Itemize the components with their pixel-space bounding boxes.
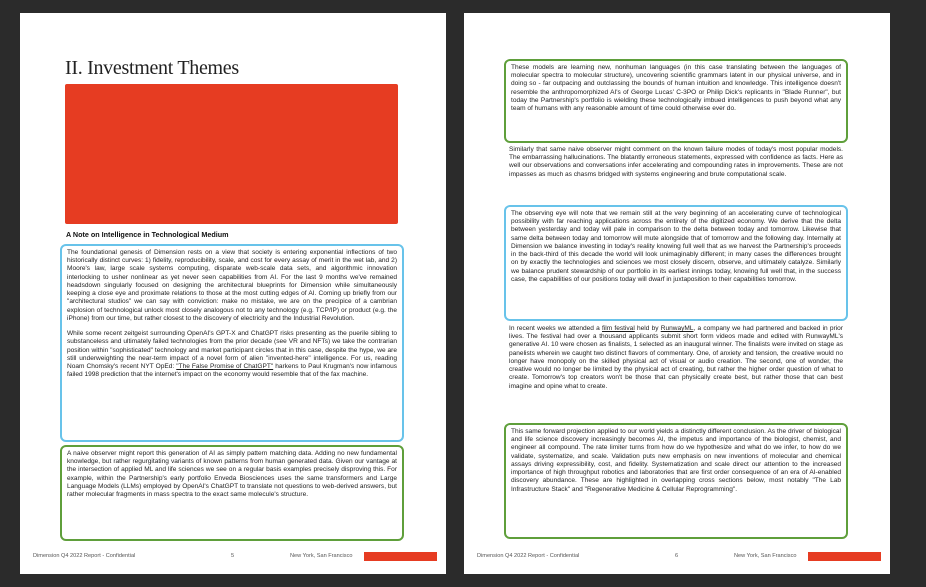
footer-location: New York, San Francisco [290, 553, 353, 559]
footer-page-number: 6 [675, 553, 679, 559]
highlight-box-blue [504, 205, 848, 321]
runwayml-link[interactable]: RunwayML [660, 325, 694, 332]
footer-location: New York, San Francisco [734, 553, 797, 559]
highlight-box-green [60, 445, 404, 541]
paragraph: A naive observer might report this generation of AI as simply pattern matching data. Adding no new fundamental knowledge, but rather regurgitating variants of known patterns from human generated data. Given our vantage at the intersection of applied ML and life sciences we see on a regular basis examples precisely disproving this. For example, within the Partnership's early portfolio Enveda Biosciences uses the same transformers and Large Language Models (LLMs) employed by OpenAI's ChatGPT to translate not questions to web-derived answers, but rather molecular fragments in mass spectra to the exact same molecule's structure. [67, 450, 397, 499]
body-paragraph: Similarly that same naive observer might comment on the known failure modes of today's most popular models. The embarrassing hallucinations. The blatantly erroneous statements, expressed with confidence as facts. Here as well our observations and conversations infer accelerating and compounding rates in improvements. These are not impasses as much as chasms bridged with systems engineering and brute computational scale. [509, 146, 843, 178]
report-page-5 [20, 13, 446, 574]
redaction-mark [364, 552, 437, 561]
footer-report-title: Dimension Q4 2022 Report - Confidential [33, 553, 136, 559]
footer-report-title: Dimension Q4 2022 Report - Confidential [477, 553, 580, 559]
body-paragraph: In recent weeks we attended a film festival held by RunwayML, a company we had partnered and backed in prior lives. The festival had over a thousand applicants submit short form videos made and edited with RunwayML's generative AI. 10 were chosen as finalists, 1 selected as an inaugural winner. The finalists were invited on stage as panelists wherein we caught two distinct flavors of commentary. One, of anxiety and tension, the creative would no longer have monopoly on the skilled physical act of visual or audio creation. The second, one of wonder, the creative would no longer be limited by the physical act of creating, but rather the higher order question of what to create. Tomorrow's top creators won't be those that can physically create best, but rather those that can best imagine and opine what to create. [509, 325, 843, 390]
highlight-box-blue [60, 244, 404, 442]
paragraph: This same forward projection applied to our world yields a distinctly different conclusion. As the driver of biological and life science discovery increasingly becomes AI, the impetus and importance of the biologist, chemist, and engineer all compound. The rate limiter turns from how do we hypothesize and what do we infer, to how do we validate, systematize, and scale. Validation puts new emphasis on new inventions of molecular and chemical assays driving expressibility, cost, and fidelity. Systematization and scale direct our attention to the increased importance of high throughput robotics and laboratories that are first order consequence of an era of AI-enabled discovery abundance. These are highlighted in overlapping cross sections below, most notably "The Lab Infrastructure Stack" and "Regenerative Medicine & Cellular Reprogramming". [511, 428, 841, 493]
redaction-mark [808, 552, 881, 561]
chatgpt-oped-link[interactable]: "The False Promise of ChatGPT" [176, 363, 274, 371]
film-festival-link[interactable]: film festival [602, 325, 635, 332]
report-page-6 [464, 13, 890, 574]
paragraph: While some recent zeitgeist surrounding OpenAI's GPT-X and ChatGPT risks presenting as the puerile sibling to substanceless and ultimately failed technologies from the prior decade (see VR and NFTs) we take the contrarian position within "sophisticated" technology and market participant circles that in this case, despite the hype, we are still underweighting the near-term impact of a novel form of alien "invented-here" intelligence. For us, reading Noam Chomsky's recent NYT OpEd: "The False Promise of ChatGPT" harkens to Paul Krugman's now infamous failed 1998 prediction that the internet's impact on the economy would resemble that of the fax machine. [67, 330, 397, 379]
paragraph: The foundational genesis of Dimension rests on a view that society is entering exponential inflections of two historically distinct curves: 1) fidelity, reproducibility, scale, and cost for every assay of merit in the wet lab, and 2) Moore's law, large scale systems computing, disparate web-scale data sets, and algorithmic innovation interlocking to usher nonlinear as yet never seen capabilities from AI. For the last 9 months we've remained headsdown singularly focused on designing the architectural blueprints for Dimension while simultaneously keeping a close eye and proximate relations to those at the most cutting edges of AI. Coming up briefly from our "architectural studios" we can say with conviction: make no mistake, we are on the precipice of a cambrian explosion of technological unlock most closely analogous not to any technology (e.g. TCP/IP) or product (e.g. the iPhone) from our time, but rather closest to the discovery of electricity and the Industrial Revolution. [67, 249, 397, 322]
subsection-heading: A Note on Intelligence in Technological Medium [66, 230, 229, 239]
footer-page-number: 5 [231, 553, 235, 559]
highlight-box-green [504, 59, 848, 143]
paragraph: The observing eye will note that we remain still at the very beginning of an accelerating curve of technological possibility with far reaching applications across the entirety of the digitized economy. We derive that the delta between yesterday and today will pale in comparison to the delta between today and tomorrow. Likewise that same delta between today and tomorrow will mute alongside that of tomorrow and the following day. Internally at Dimension we balance investing in today's reality knowing full well that as we harvest the Partnership's proceeds in the back-third of this decade the world will look unimaginably different; in many cases the differences brought on by exactly the technologies and sciences we most closely discern, observe, and ultimately catalyze. Similarly we balance prudent stewardship of our portfolio in its earliest innings today, knowing full well that, in the success case, the capabilities of our positions today will dwarf in juxtaposition to their capabilities tomorrow. [511, 210, 841, 283]
paragraph: These models are learning new, nonhuman languages (in this case translating between the languages of molecular spectra to molecular structure), uncovering scientific grammars latent in our physical universe, and in doing so - far outpacing and outclassing the bounds of human intuition and knowledge. This intelligence doesn't resemble the anthropomorphized AI's of George Lucas' C-3PO or Philip Dick's replicants in "Blade Runner", but today the Partnership's portfolio is wielding these technologically imbued intelligences to push beyond what any team of humans with any reasonable amount of time could otherwise ever do. [511, 64, 841, 113]
hero-image-block [65, 84, 398, 224]
section-heading: II. Investment Themes [65, 57, 239, 79]
highlight-box-green [504, 423, 848, 539]
